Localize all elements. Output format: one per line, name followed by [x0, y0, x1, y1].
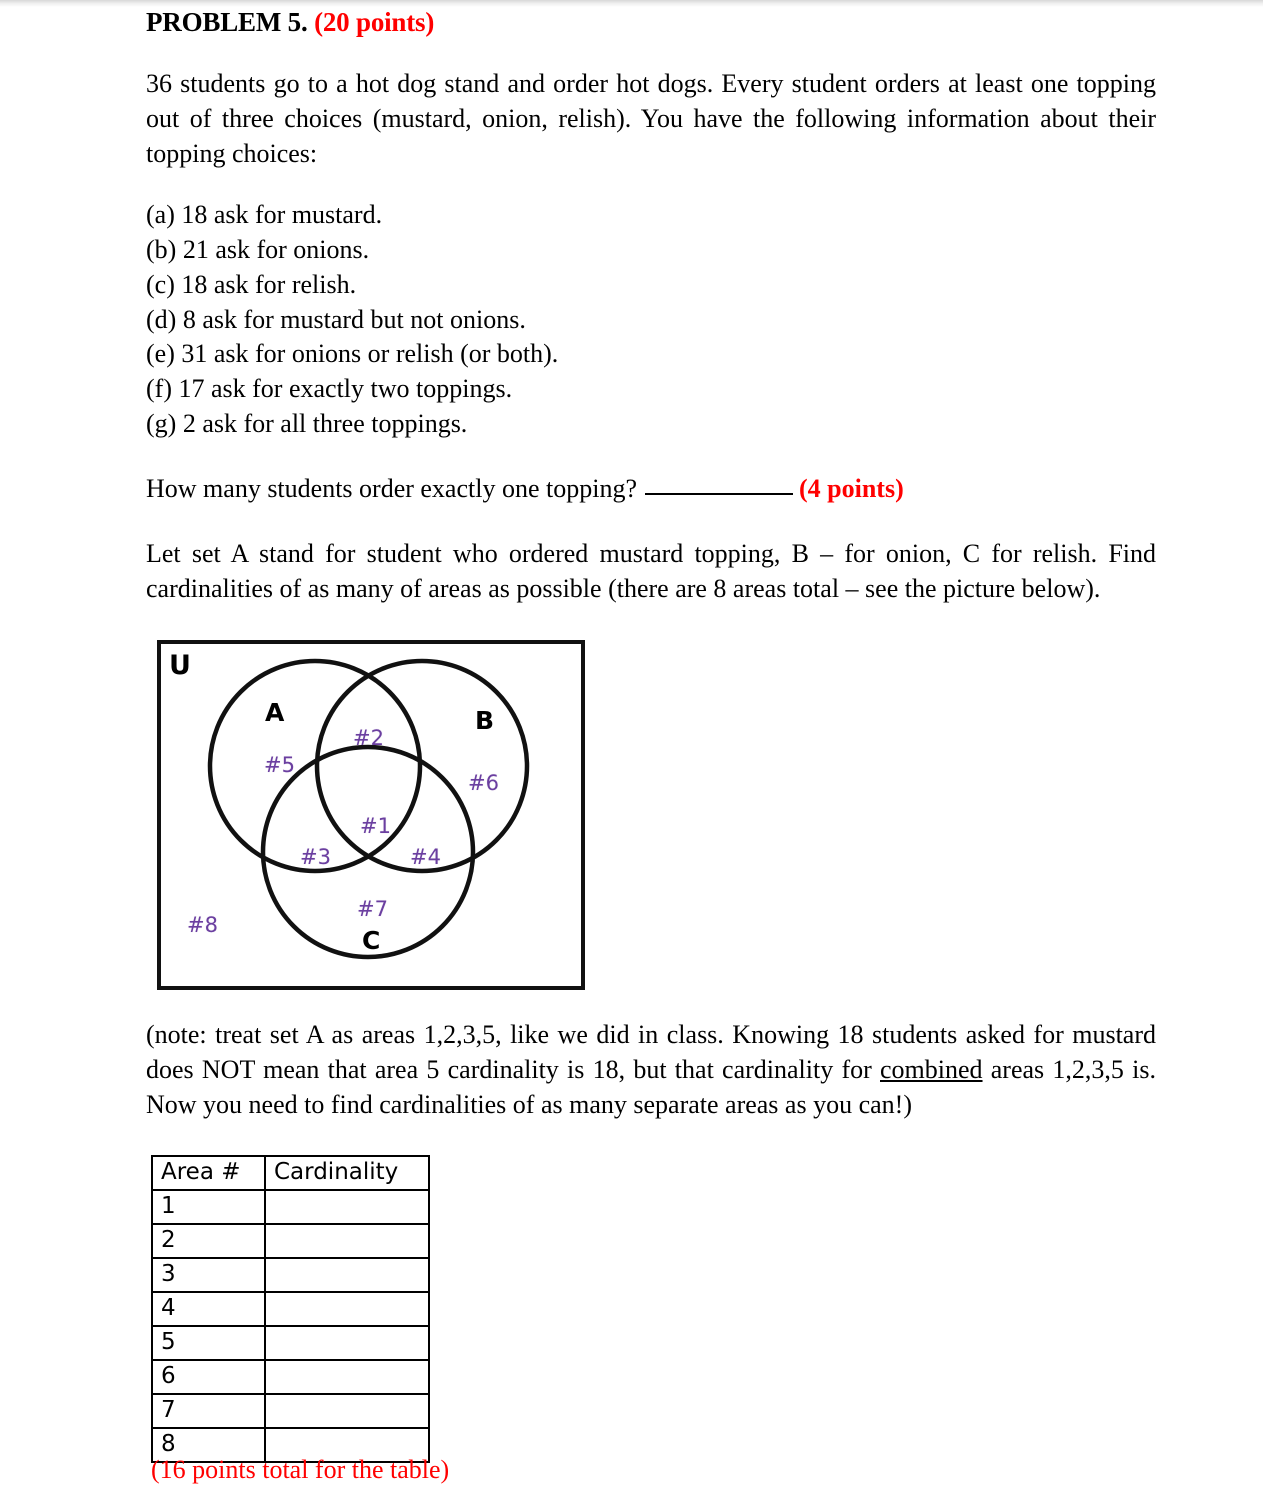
- set-c-label: C: [362, 926, 381, 956]
- cell-cardinality-input[interactable]: [265, 1360, 429, 1394]
- note-paragraph: [146, 1017, 1156, 1122]
- table-header: [152, 1156, 429, 1190]
- list-item: (f) 17 ask for exactly two toppings.: [146, 374, 513, 404]
- question-points-badge: (4 points): [799, 473, 904, 503]
- column-header-cardinality: Cardinality: [265, 1156, 429, 1190]
- cell-cardinality-input[interactable]: [265, 1258, 429, 1292]
- page-title: [146, 0, 1156, 40]
- cell-area-number: 3: [152, 1258, 265, 1292]
- area-7-label: #7: [357, 897, 388, 922]
- area-8-label: #8: [187, 913, 218, 938]
- area-1-label: #1: [360, 814, 391, 839]
- set-b-label: B: [475, 706, 495, 736]
- area-2-label: #2: [353, 726, 384, 751]
- list-item: (d) 8 ask for mustard but not onions.: [146, 304, 526, 334]
- problem-number: PROBLEM 5.: [146, 7, 308, 37]
- note-underlined-word: combined: [880, 1055, 983, 1085]
- problem-points-badge: (20 points): [314, 7, 435, 37]
- main-question-line: [146, 471, 1156, 506]
- set-a-label: A: [265, 698, 285, 728]
- problem-intro-paragraph: 36 students go to a hot dog stand and order hot dogs. Every student orders at least one topping out of three choices (mustard, onion, relish). You have the following information about their topping choices:: [146, 68, 1156, 168]
- cell-area-number: 5: [152, 1326, 265, 1360]
- note-text-part-2: areas 1,2,3,5 is. Now you need to find cardinalities of as many separate areas as you can!): [146, 1055, 1156, 1120]
- column-header-area: Area #: [152, 1156, 265, 1190]
- note-text-part-1: (note: treat set A as areas 1,2,3,5, like we did in class. Knowing 18 students asked for mustard does NOT mean that area 5 cardinality is 18, but that cardinality for: [146, 1020, 1156, 1085]
- table-row: [152, 1326, 429, 1360]
- cut-off-footer-label: (16 points total for the table): [151, 1455, 450, 1484]
- document-content: [146, 0, 1156, 1463]
- cell-cardinality-input[interactable]: [265, 1326, 429, 1360]
- table-body: [152, 1190, 429, 1462]
- cell-cardinality-input[interactable]: [265, 1190, 429, 1224]
- list-item: (b) 21 ask for onions.: [146, 234, 370, 264]
- cut-off-footer-text: [151, 1455, 851, 1484]
- venn-diagram: [157, 640, 585, 990]
- cell-area-number: 1: [152, 1190, 265, 1224]
- table-row: [152, 1190, 429, 1224]
- table-row: [152, 1258, 429, 1292]
- list-item: (g) 2 ask for all three toppings.: [146, 409, 468, 438]
- cell-area-number: 8: [152, 1428, 265, 1462]
- area-6-label: #6: [468, 771, 499, 796]
- table-row: [152, 1224, 429, 1258]
- list-item: (a) 18 ask for mustard.: [146, 200, 383, 230]
- cell-area-number: 4: [152, 1292, 265, 1326]
- cell-cardinality-input[interactable]: [265, 1224, 429, 1258]
- table-header-row: [152, 1156, 429, 1190]
- universe-label: U: [169, 650, 191, 682]
- table-row: [152, 1292, 429, 1326]
- cardinality-table: [151, 1155, 430, 1463]
- list-item: (e) 31 ask for onions or relish (or both).: [146, 339, 559, 369]
- given-facts-list: [146, 198, 1156, 442]
- area-4-label: #4: [410, 845, 441, 870]
- table-row: [152, 1394, 429, 1428]
- area-5-label: #5: [264, 753, 295, 778]
- table-row: [152, 1360, 429, 1394]
- cell-cardinality-input[interactable]: [265, 1292, 429, 1326]
- cell-area-number: 2: [152, 1224, 265, 1258]
- area-3-label: #3: [300, 845, 331, 870]
- cell-area-number: 7: [152, 1394, 265, 1428]
- set-definition-paragraph: [146, 536, 1156, 606]
- answer-blank[interactable]: [645, 493, 793, 495]
- cell-cardinality-input[interactable]: [265, 1394, 429, 1428]
- question-text: How many students order exactly one topping?: [146, 473, 637, 503]
- set-definition-line-2: Find cardinalities of as many of areas as possible (there are 8 areas total – see the picture below).: [146, 538, 1156, 604]
- list-item: (c) 18 ask for relish.: [146, 269, 357, 299]
- set-definition-line-1: Let set A stand for student who ordered mustard topping, B – for onion, C for relish.: [146, 538, 1098, 568]
- cell-area-number: 6: [152, 1360, 265, 1394]
